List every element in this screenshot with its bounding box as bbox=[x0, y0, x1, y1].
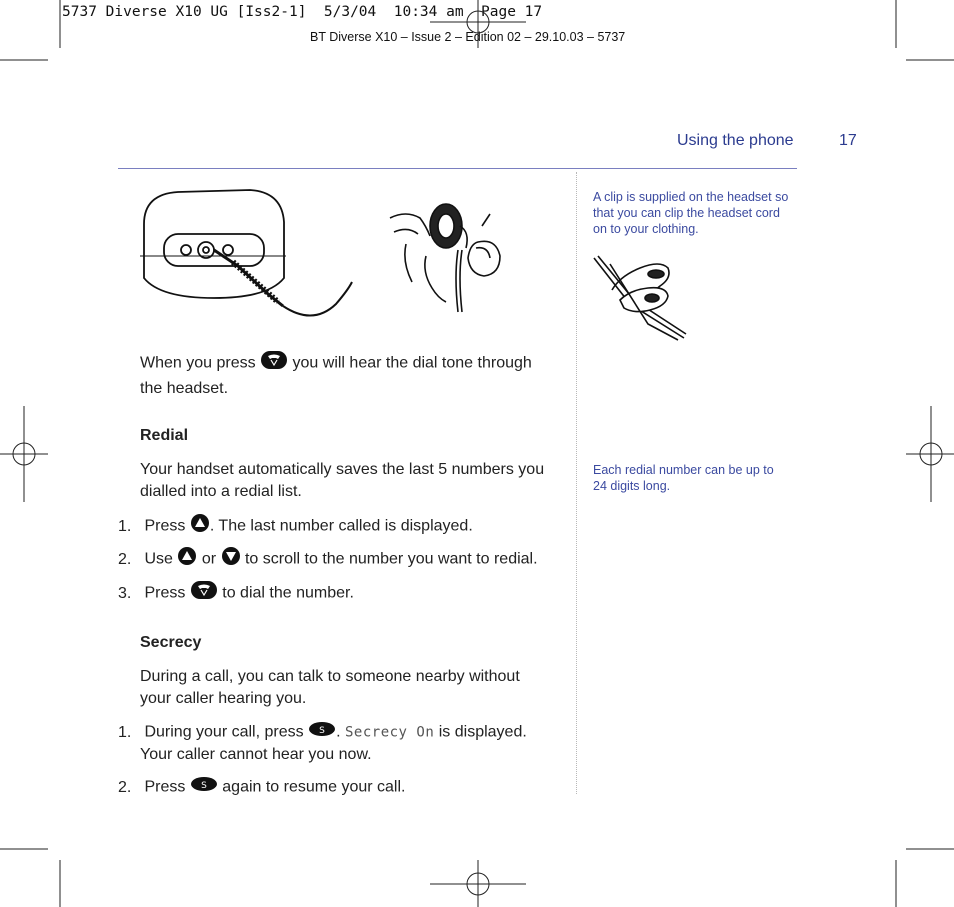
redial-step-3 bbox=[118, 579, 568, 608]
page-number: 17 bbox=[839, 132, 857, 149]
redial-step-2 bbox=[118, 546, 578, 573]
print-slug: 5737 Diverse X10 UG [Iss2-1] 5/3/04 10:34 am Page 17 bbox=[62, 4, 543, 20]
redial-step-1 bbox=[118, 513, 568, 540]
column-divider bbox=[576, 172, 577, 794]
step-text-after: is displayed. bbox=[438, 723, 527, 741]
print-subline: BT Diverse X10 – Issue 2 – Edition 02 – 29.10.03 – 5737 bbox=[310, 30, 626, 44]
step-text: Press bbox=[144, 778, 186, 796]
redial-paragraph-line1: Your handset automatically saves the last 5 numbers you bbox=[140, 461, 545, 478]
intro-text-before: When you press bbox=[140, 354, 256, 372]
svg-text:S: S bbox=[319, 726, 325, 736]
step-text-after: again to resume your call. bbox=[222, 778, 406, 796]
intro-text-after: you will hear the dial tone through bbox=[292, 354, 532, 372]
earpiece-illustration bbox=[386, 196, 511, 316]
up-arrow-icon bbox=[190, 513, 210, 540]
secrecy-step-1 bbox=[118, 721, 568, 766]
secrecy-step-2 bbox=[118, 776, 568, 799]
step-text-after: to dial the number. bbox=[222, 584, 354, 602]
redial-paragraph bbox=[140, 459, 570, 503]
step-text: During your call, press bbox=[144, 723, 304, 741]
step-text-after: . The last number called is displayed. bbox=[209, 517, 473, 535]
step-text: Use bbox=[144, 550, 173, 568]
step-text-after: to scroll to the number you want to redial. bbox=[244, 550, 538, 568]
phone-talk-icon bbox=[260, 349, 288, 378]
header-rule bbox=[118, 168, 797, 169]
step-text: Press bbox=[144, 517, 186, 535]
secrecy-paragraph-line1: During a call, you can talk to someone nearby without bbox=[140, 668, 520, 685]
step-text-or: or bbox=[201, 550, 217, 568]
svg-text:S: S bbox=[200, 781, 207, 791]
step-number: 2. bbox=[118, 778, 132, 796]
redial-paragraph-line2: dialled into a redial list. bbox=[140, 483, 302, 500]
step-number: 2. bbox=[118, 550, 132, 568]
clip-note-line: A clip is supplied on the headset so bbox=[593, 190, 789, 204]
display-text-secrecy-on: Secrecy On bbox=[344, 724, 435, 741]
secrecy-heading: Secrecy bbox=[140, 634, 202, 651]
intro-paragraph bbox=[140, 349, 570, 400]
phone-talk-icon bbox=[190, 579, 218, 608]
redial-note-line: 24 digits long. bbox=[593, 479, 671, 493]
step-number: 1. bbox=[118, 723, 132, 741]
step-number: 3. bbox=[118, 584, 132, 602]
section-title: Using the phone bbox=[677, 132, 794, 149]
secrecy-s-icon bbox=[308, 721, 336, 744]
clip-note-line: on to your clothing. bbox=[593, 222, 699, 236]
step-text: Press bbox=[144, 584, 186, 602]
step-text-dot: . bbox=[336, 723, 341, 741]
secrecy-s-icon bbox=[190, 776, 218, 799]
step-number: 1. bbox=[118, 517, 132, 535]
step-text-line2: Your caller cannot hear you now. bbox=[140, 746, 372, 763]
clip-note bbox=[593, 189, 803, 237]
redial-heading: Redial bbox=[140, 427, 189, 444]
intro-text-line2: the headset. bbox=[140, 380, 229, 397]
down-arrow-icon bbox=[221, 546, 241, 573]
redial-note bbox=[593, 462, 803, 494]
up-arrow-icon bbox=[177, 546, 197, 573]
secrecy-paragraph-line2: your caller hearing you. bbox=[140, 690, 307, 707]
redial-note-line: Each redial number can be up to bbox=[593, 463, 774, 477]
secrecy-paragraph bbox=[140, 666, 570, 710]
handset-jack-illustration bbox=[138, 186, 358, 321]
clip-illustration bbox=[590, 254, 690, 344]
clip-note-line: that you can clip the headset cord bbox=[593, 206, 780, 220]
